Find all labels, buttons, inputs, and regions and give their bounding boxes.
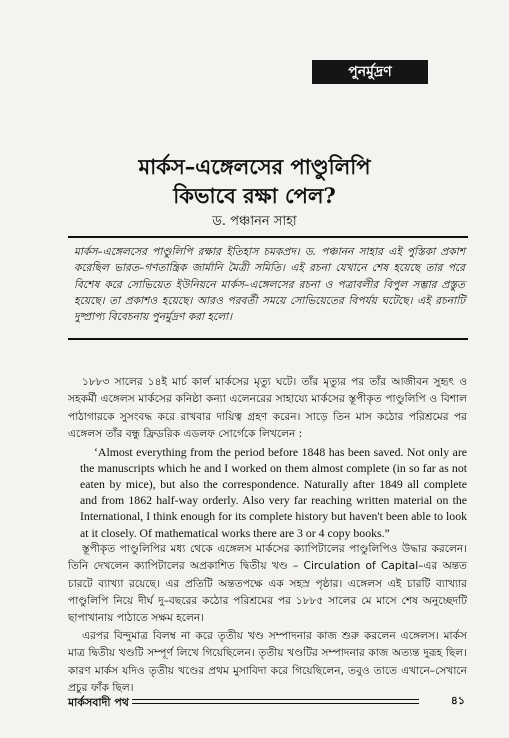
- title-line-2: কিভাবে রক্ষা পেল?: [173, 183, 336, 208]
- article-title: [20, 152, 489, 210]
- author-name: ড. পঞ্চানন সাহা: [212, 214, 297, 229]
- footer-publication: মার্কসবাদী পথ: [68, 696, 129, 709]
- paragraph-3: এরপর বিন্দুমাত্র বিলম্ব না করে তৃতীয় খণ্ড সম্পাদনার কাজ শুরু করলেন এঙ্গেলস। মার্কস মাত্র দ্বিতীয় খণ্ডটি সম্পূর্ণ লিখে গিয়েছিলেন। তৃতীয় খণ্ডটির সম্পাদনার কাজ অত্যন্ত দুরূহ ছিল। কারণ মার্কস যদিও তৃতীয় খণ্ডের প্রথম মুসাবিদা করে গিয়েছিলেন, তবুও তাতে এখানে–সেখানে প্রচুর ফাঁক ছিল।: [68, 629, 467, 695]
- title-line-1: মার্কস–এঙ্গেলসের পাণ্ডুলিপি: [138, 154, 371, 179]
- editor-intro: মার্কস–এঙ্গেলসের পাণ্ডুলিপি রক্ষার ইতিহাস চমকপ্রদ। ড. পঞ্চানন সাহার এই পুস্তিকা প্রকাশ করেছিল ভারত–গণতান্ত্রিক জার্মানি মৈত্রী সমিতি। এই রচনা যেখানে শেষ হয়েছে তার পরে বিশেষ করে সোভিয়েত ইউনিয়নে মার্কস–এঙ্গেলসের রচনা ও পত্রাবলীর বিপুল সম্ভার প্রস্তুত হয়েছে। তা প্রকাশও হয়েছে। আরও পরবর্তী সময়ে সোভিয়েতের বিপর্যয় ঘটেছে। এই রচনাটি দুষ্প্রাপ্য বিবেচনায় পুনর্মুদ্রণ করা হলো।: [74, 246, 465, 324]
- page-number: ৪১: [450, 694, 465, 707]
- section-badge: পুনর্মুদ্রণ: [312, 60, 428, 84]
- footer-rule: [132, 699, 419, 704]
- engels-quote: ‘Almost everything from the period before 1848 has been saved. Not only are the manuscripts which he and I worked on them almost complete (in so far as not eaten by mice), but also the correspondence. Naturally after 1849 all complete and from 1862 half-way orderly. Also very far reaching written material on the International, I think enough for its complete history but haven't been able to look at it closely. Of mathematical works there are 3 or 4 copy books.”: [80, 444, 467, 540]
- paragraph-1: ১৮৮৩ সালের ১৪ই মার্চ কার্ল মার্কসের মৃত্যু ঘটে। তাঁর মৃত্যুর পর তাঁর আজীবন সুহৃৎ ও সহকর্মী এঙ্গেলস মার্কসের কনিষ্ঠা কন্যা এলেনরের সাহায্যে মার্কসের স্তূপীকৃত পাণ্ডুলিপি ও বিশাল পাঠাগারকে সুসংবদ্ধ করে রাখবার দায়িত্ব গ্রহণ করেন। সাড়ে তিন মাস কঠোর পরিশ্রমের পর এঙ্গেলস তাঁর বন্ধু ফ্রিডরিক এডলফ সোর্গেকে লিখলেন :: [68, 376, 467, 441]
- paragraph-2: স্তূপীকৃত পাণ্ডুলিপির মধ্য থেকে এঙ্গেলস মার্কসের ক্যাপিটালের পাণ্ডুলিপিও উদ্ধার করলেন। তিনি দেখলেন ক্যাপিটালের অপ্রকাশিত দ্বিতীয় খণ্ড – Circulation of Capital–এর অন্তত চারটে ব্যাখ্যা রয়েছে। এর প্রতিটি অন্ততপক্ষে এক সহস্র পৃষ্ঠার। এঙ্গেলস এই চারটি ব্যাখ্যার পাণ্ডুলিপি নিয়ে দীর্ঘ দু–বছরের কঠোর পরিশ্রমের পর ১৮৮৫ সালের মে মাসে শেষ অনুচ্ছেদটি ছাপাখানায় পাঠাতে সক্ষম হলেন।: [68, 542, 467, 625]
- article-body: [68, 374, 467, 698]
- intro-top-rule: [68, 236, 468, 238]
- intro-bottom-rule: [68, 338, 468, 340]
